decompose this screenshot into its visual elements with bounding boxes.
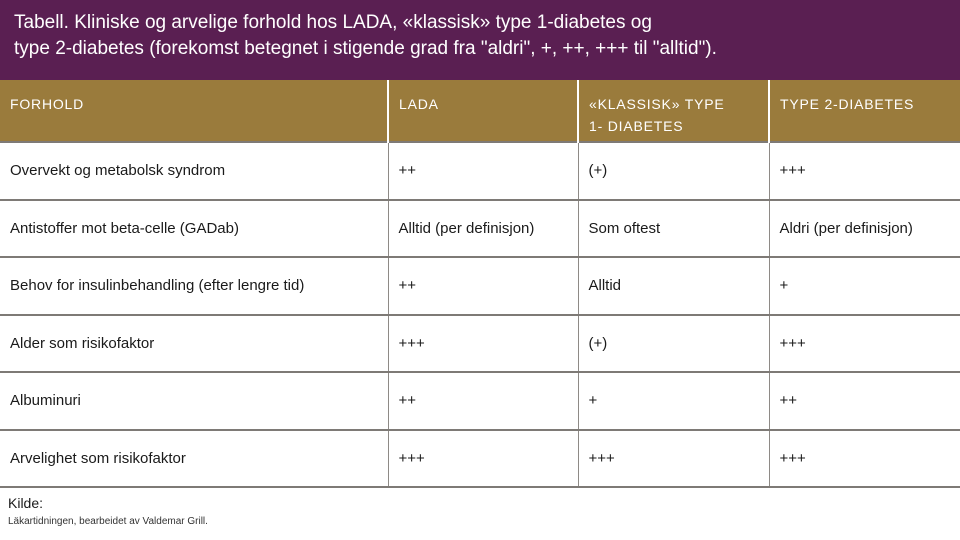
row-label-cell: Behov for insulinbehandling (efter lengre tid) [0,257,388,315]
type1-cell: + [578,372,769,430]
table-title-line-2: type 2-diabetes (forekomst betegnet i stigende grad fra "aldri", +, ++, +++ til "alltid"). [14,38,717,59]
type2-cell: +++ [769,315,960,373]
column-header-type2 [769,80,960,142]
table-title-line-1: Tabell. Kliniske og arvelige forhold hos LADA, «klassisk» type 1-diabetes og [14,12,652,33]
column-header-label: «KLASSISK» TYPE [589,96,725,112]
column-header-type1 [578,80,769,142]
column-header-label-line2: 1- DIABETES [589,118,684,134]
type2-cell: +++ [769,142,960,200]
type1-cell: (+) [578,142,769,200]
type1-cell: Alltid [578,257,769,315]
table-row [0,372,960,430]
column-header-label: FORHOLD [10,96,85,112]
type1-cell: +++ [578,430,769,488]
source-text: Läkartidningen, bearbeidet av Valdemar Grill. [8,516,208,527]
lada-cell: +++ [388,315,578,373]
lada-cell: ++ [388,372,578,430]
type2-cell: ++ [769,372,960,430]
lada-cell: ++ [388,142,578,200]
column-header-label: LADA [399,96,439,112]
data-table-container [0,80,960,488]
type2-cell: Aldri (per definisjon) [769,200,960,258]
table-row [0,142,960,200]
column-header-lada [388,80,578,142]
table-row [0,257,960,315]
row-label-cell: Albuminuri [0,372,388,430]
table-row [0,315,960,373]
source-label: Kilde: [8,495,44,511]
type2-cell: +++ [769,430,960,488]
source-note [8,494,208,530]
data-table [0,80,960,488]
table-row [0,200,960,258]
lada-cell: +++ [388,430,578,488]
table-header-row [0,80,960,142]
table-title-banner [0,0,960,80]
row-label-cell: Arvelighet som risikofaktor [0,430,388,488]
row-label-cell: Antistoffer mot beta-celle (GADab) [0,200,388,258]
type2-cell: + [769,257,960,315]
table-row [0,430,960,488]
column-header-forhold [0,80,388,142]
type1-cell: (+) [578,315,769,373]
lada-cell: Alltid (per definisjon) [388,200,578,258]
row-label-cell: Overvekt og metabolsk syndrom [0,142,388,200]
column-header-label: TYPE 2-DIABETES [780,96,915,112]
type1-cell: Som oftest [578,200,769,258]
row-label-cell: Alder som risikofaktor [0,315,388,373]
lada-cell: ++ [388,257,578,315]
